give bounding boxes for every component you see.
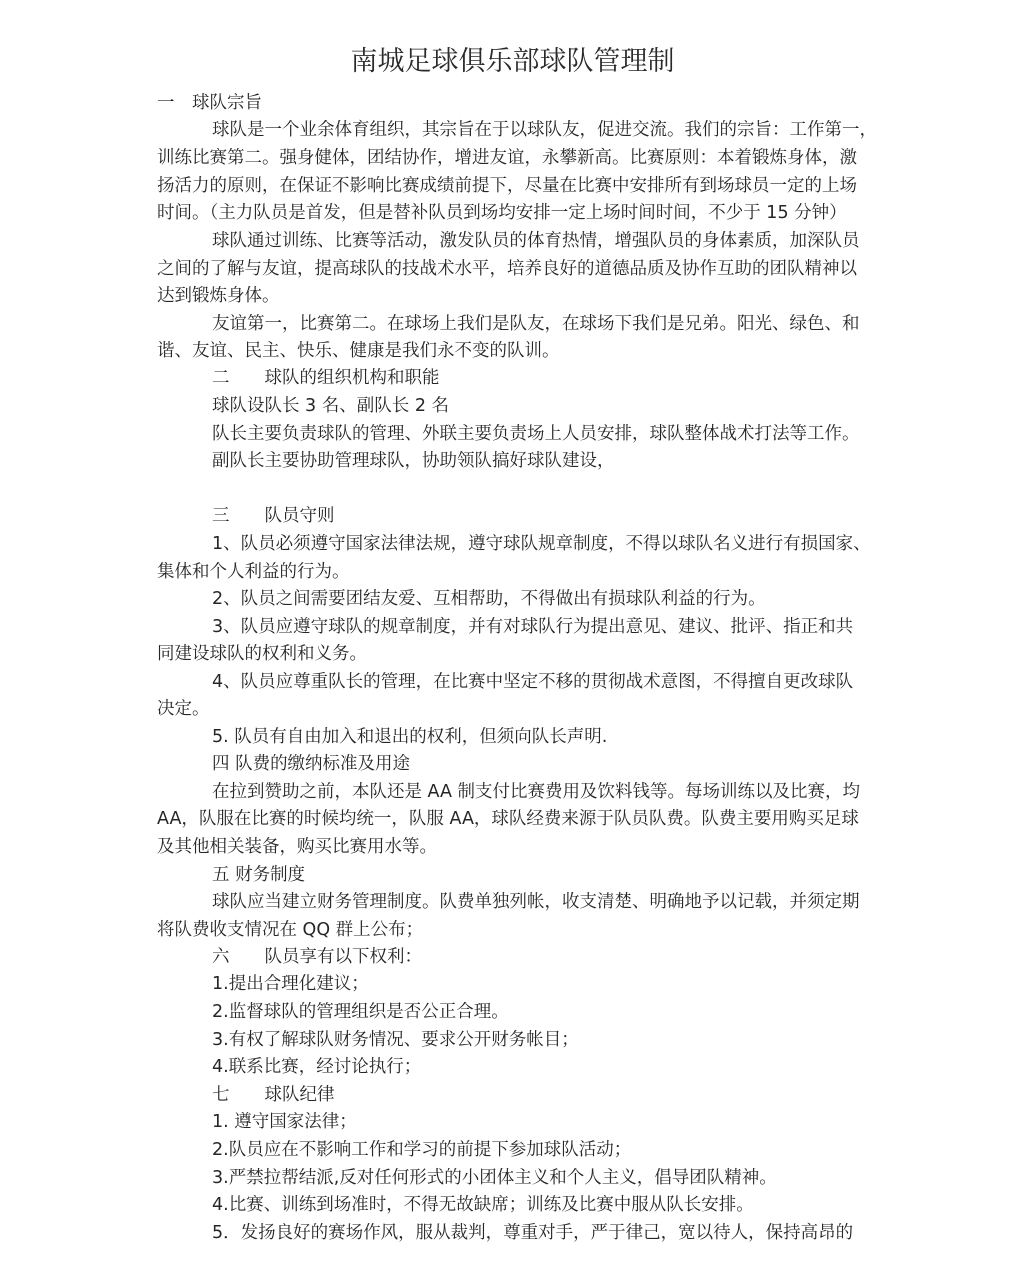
paragraph-line: 训练比赛第二。强身健体，团结协作，增进友谊，永攀新高。比赛原则：本着锻炼身体，激	[157, 148, 857, 168]
section-heading: 二 球队的组织机构和职能	[212, 368, 440, 388]
paragraph-line: 及其他相关装备，购买比赛用水等。	[157, 837, 437, 857]
list-item: 1. 遵守国家法律；	[212, 1112, 357, 1132]
document-title: 南城足球俱乐部球队管理制	[350, 46, 675, 77]
paragraph-line: 球队是一个业余体育组织，其宗旨在于以球队友，促进交流。我们的宗旨：工作第一，	[212, 120, 877, 140]
list-item-continued: 决定。	[157, 699, 210, 719]
list-item: 3.有权了解球队财务情况、要求公开财务帐目；	[212, 1030, 579, 1050]
paragraph-line: 之间的了解与友谊，提高球队的技战术水平，培养良好的道德品质及协作互助的团队精神以	[157, 259, 857, 279]
section-heading: 五 财务制度	[212, 865, 306, 885]
paragraph-line: 球队设队长 3 名、副队长 2 名	[212, 396, 450, 416]
section-heading: 四 队费的缴纳标准及用途	[212, 754, 411, 774]
list-item: 2、队员之间需要团结友爱、互相帮助，不得做出有损球队利益的行为。	[212, 589, 766, 609]
paragraph-line: 副队长主要协助管理球队，协助领队搞好球队建设，	[212, 451, 615, 471]
paragraph-line: 谐、友谊、民主、快乐、健康是我们永不变的队训。	[157, 341, 560, 361]
paragraph-line: 将队费收支情况在 QQ 群上公布；	[157, 920, 424, 940]
section-heading: 一 球队宗旨	[157, 93, 262, 113]
paragraph-line: 达到锻炼身体。	[157, 286, 280, 306]
list-item: 4.联系比赛，经讨论执行；	[212, 1057, 422, 1077]
list-item: 1.提出合理化建议；	[212, 974, 369, 994]
list-item: 3、队员应遵守球队的规章制度，并有对球队行为提出意见、建议、批评、指正和共	[212, 617, 854, 637]
paragraph-line: 在拉到赞助之前，本队还是 AA 制支付比赛费用及饮料钱等。每场训练以及比赛，均	[212, 782, 861, 802]
section-heading: 七 球队纪律	[212, 1085, 335, 1105]
list-item-continued: 集体和个人利益的行为。	[157, 562, 350, 582]
section-heading: 三 队员守则	[212, 506, 335, 526]
list-item: 4、队员应尊重队长的管理，在比赛中坚定不移的贯彻战术意图，不得擅自更改球队	[212, 672, 854, 692]
list-item: 1、队员必须遵守国家法律法规，遵守球队规章制度，不得以球队名义进行有损国家、	[212, 534, 871, 554]
paragraph-line: 队长主要负责球队的管理、外联主要负责场上人员安排，球队整体战术打法等工作。	[212, 424, 860, 444]
list-item: 2.队员应在不影响工作和学习的前提下参加球队活动；	[212, 1140, 632, 1160]
list-item: 5. 队员有自由加入和退出的权利，但须向队长声明.	[212, 727, 608, 747]
paragraph-line: 球队通过训练、比赛等活动，激发队员的体育热情，增强队员的身体素质，加深队员	[212, 231, 860, 251]
list-item: 4.比赛、训练到场准时，不得无故缺席；训练及比赛中服从队长安排。	[212, 1195, 754, 1215]
paragraph-line: 球队应当建立财务管理制度。队费单独列帐，收支清楚、明确地予以记载，并须定期	[212, 892, 860, 912]
list-item-truncated: 5．发扬良好的赛场作风，服从裁判，尊重对手，严于律己，宽以待人，保持高昂的	[212, 1223, 854, 1243]
paragraph-line: AA，队服在比赛的时候均统一，队服 AA，球队经费来源于队员队费。队费主要用购买足球	[157, 809, 859, 829]
list-item: 2.监督球队的管理组织是否公正合理。	[212, 1002, 509, 1022]
section-heading: 六 队员享有以下权利：	[212, 947, 422, 967]
paragraph-line: 时间。（主力队员是首发，但是替补队员到场均安排一定上场时间时间，不少于 15 分钟）	[157, 203, 847, 223]
paragraph-line: 友谊第一，比赛第二。在球场上我们是队友，在球场下我们是兄弟。阳光、绿色、和	[212, 314, 860, 334]
paragraph-line: 扬活力的原则，在保证不影响比赛成绩前提下，尽量在比赛中安排所有到场球员一定的上场	[157, 176, 857, 196]
list-item-continued: 同建设球队的权利和义务。	[157, 644, 367, 664]
list-item: 3.严禁拉帮结派,反对任何形式的小团体主义和个人主义，倡导团队精神。	[212, 1168, 777, 1188]
